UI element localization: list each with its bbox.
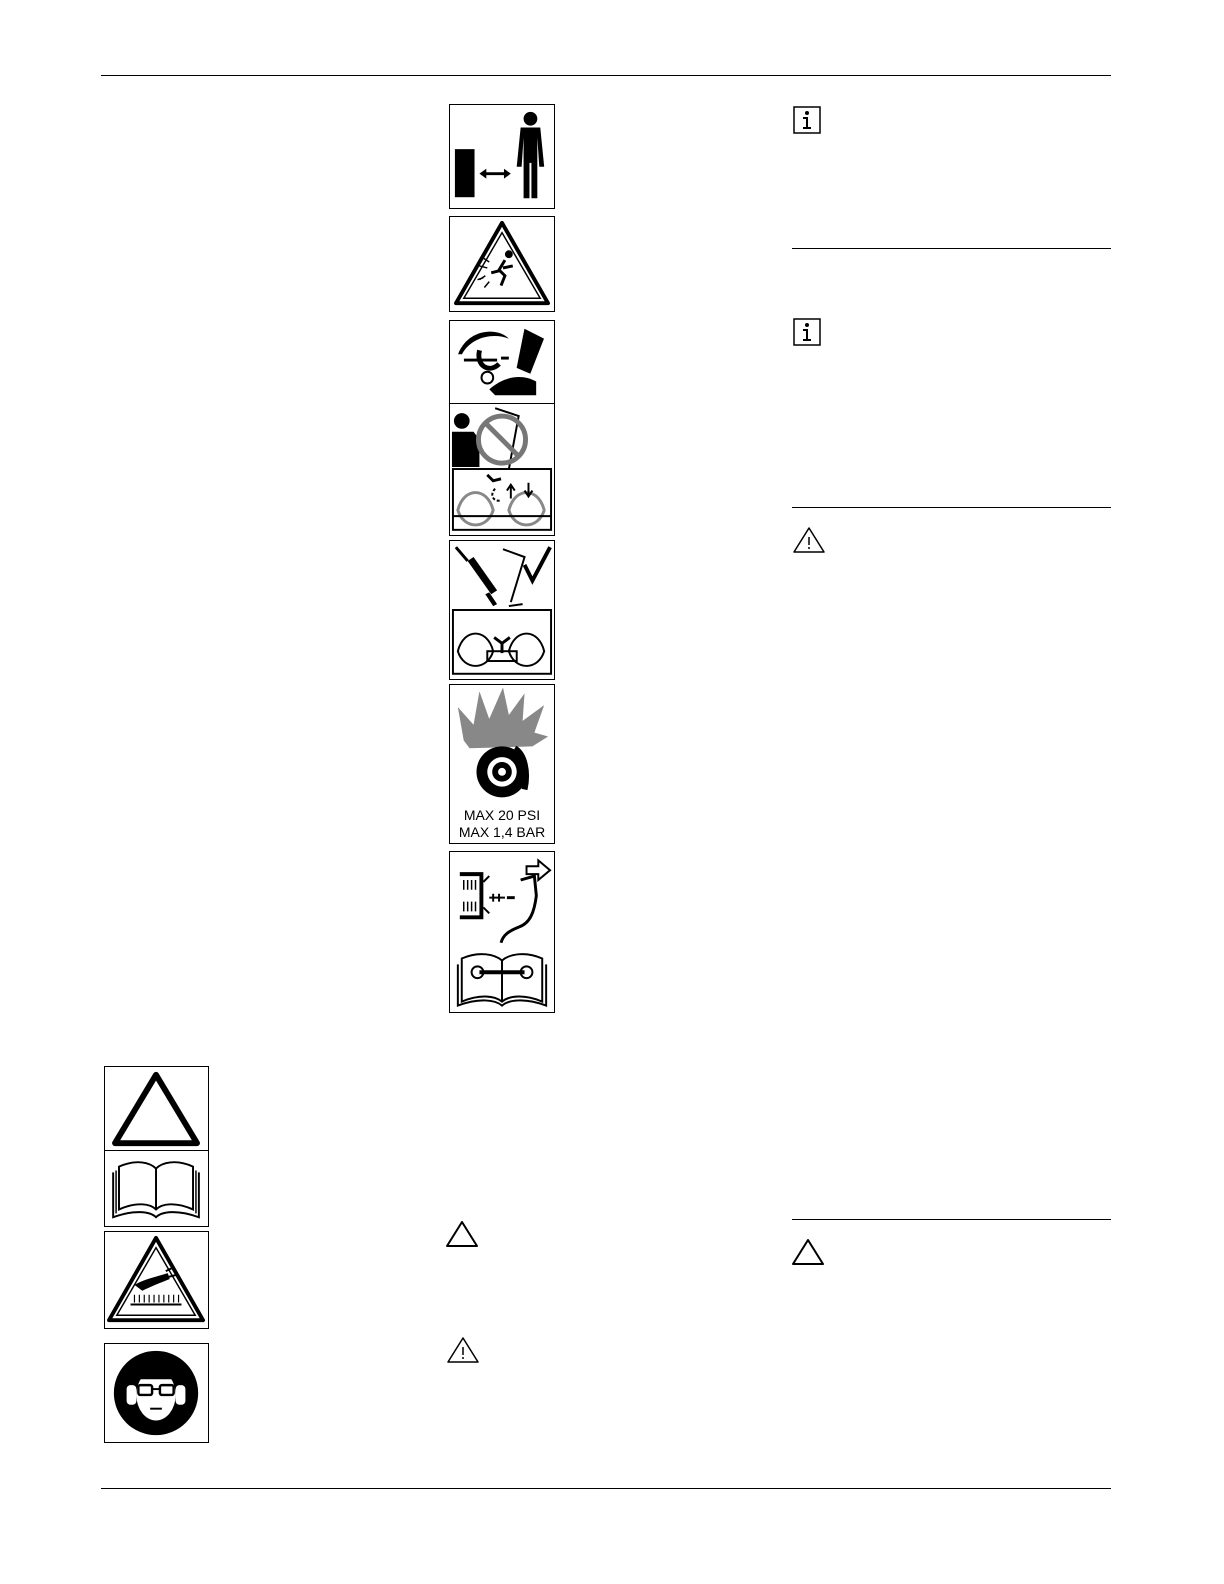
header-rule xyxy=(101,75,1111,76)
tire-pressure-bar-label: MAX 1,4 BAR xyxy=(458,824,546,840)
read-manual-icon xyxy=(104,1150,209,1227)
rotating-auger-hazard-icon xyxy=(449,320,555,404)
info-icon xyxy=(793,106,821,134)
thrown-objects-warning-icon xyxy=(449,216,555,312)
tire-pressure-psi-label: MAX 20 PSI xyxy=(463,807,541,823)
footer-rule xyxy=(101,1488,1111,1489)
section-divider xyxy=(792,248,1111,249)
service-manual-icon xyxy=(449,851,555,1013)
info-icon xyxy=(793,318,821,346)
section-divider xyxy=(792,1219,1111,1220)
warning-triangle-icon xyxy=(445,1220,479,1248)
stay-clear-distance-icon xyxy=(449,104,555,209)
hot-surface-warning-icon xyxy=(104,1231,209,1329)
no-hands-in-chute-icon xyxy=(449,403,555,536)
eye-ear-protection-icon xyxy=(104,1343,209,1443)
warning-triangle-icon xyxy=(791,1238,825,1266)
use-clearing-tool-icon xyxy=(449,540,555,680)
tire-explosion-icon xyxy=(449,684,555,844)
caution-icon xyxy=(446,1336,480,1365)
warning-triangle-icon xyxy=(104,1066,209,1151)
caution-icon xyxy=(792,526,826,555)
section-divider xyxy=(792,507,1111,508)
